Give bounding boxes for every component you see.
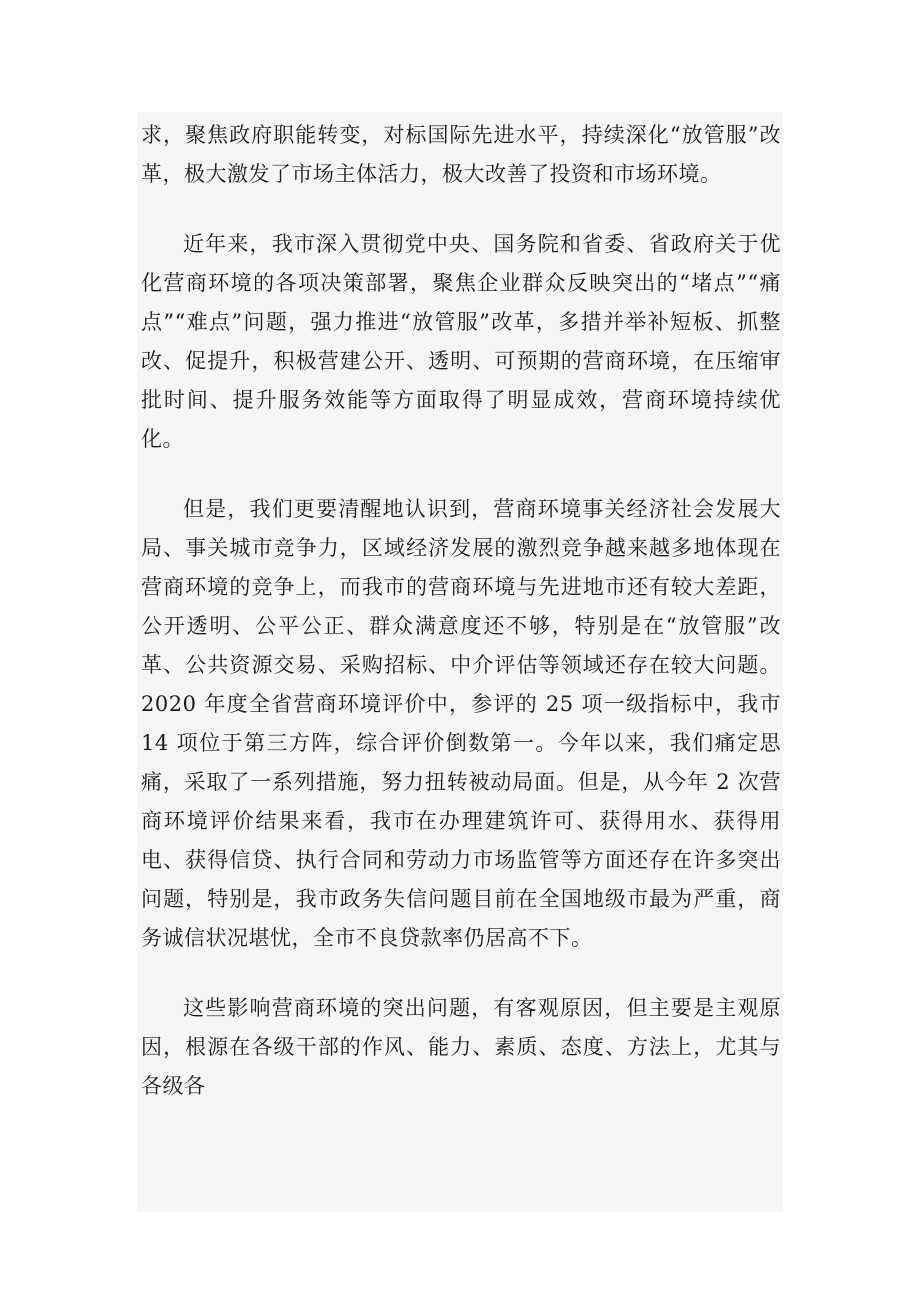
paragraph-gap	[137, 958, 783, 989]
paragraph-gap	[137, 459, 783, 490]
paragraph-gap	[137, 194, 783, 225]
paragraph-2: 近年来，我市深入贯彻党中央、国务院和省委、省政府关于优化营商环境的各项决策部署，聚焦企业群众反映突出的“堵点”“痛点”“难点”问题，强力推进“放管服”改革，多措并举补短板、抓整改、促提升，积极营建公开、透明、可预期的营商环境，在压缩审批时间、提升服务效能等方面取得了明显成效，营商环境持续优化。	[141, 232, 781, 451]
paragraph-3: 但是，我们更要清醒地认识到，营商环境事关经济社会发展大局、事关城市竞争力，区域经济发展的激烈竞争越来越多地体现在营商环境的竞争上，而我市的营商环境与先进地市还有较大差距，公开透明、公平公正、群众满意度还不够，特别是在“放管服”改革、公共资源交易、采购招标、中介评估等领域还存在较大问题。2020 年度全省营商环境评价中，参评的 25 项一级指标中，我市 14 项位于第三方阵，综合评价倒数第一。今年以来，我们痛定思痛，采取了一系列措施，努力扭转被动局面。但是，从今年 2 次营商环境评价结果来看，我市在办理建筑许可、获得用水、获得用电、获得信贷、执行合同和劳动力市场监管等方面还存在许多突出问题，特别是，我市政务失信问题目前在全国地级市最为严重，商务诚信状况堪忧，全市不良贷款率仍居高不下。	[141, 497, 781, 950]
paragraph-1: 求，聚焦政府职能转变，对标国际先进水平，持续深化“放管服”改革，极大激发了市场主体活力，极大改善了投资和市场环境。	[141, 123, 781, 186]
paragraph-4: 这些影响营商环境的突出问题，有客观原因，但主要是主观原因，根源在各级干部的作风、能力、素质、态度、方法上，尤其与各级各	[141, 996, 781, 1098]
document-body	[137, 112, 783, 1212]
